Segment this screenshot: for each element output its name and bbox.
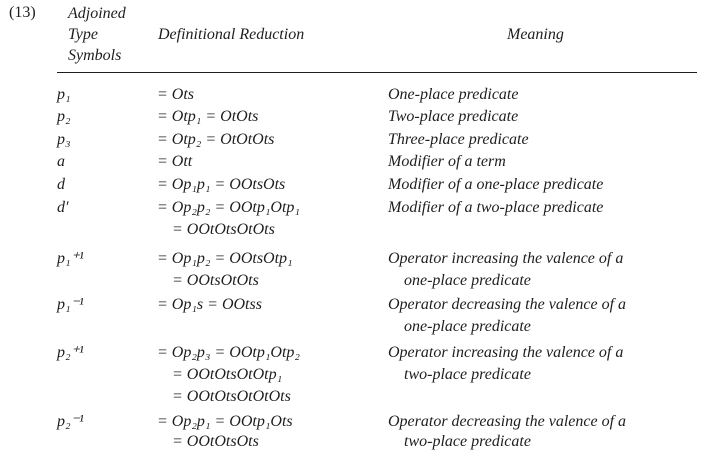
- meaning-p2-plus1-line-2: two-place predicate: [404, 366, 531, 383]
- meaning-p2-minus1-line-1: Operator decreasing the valence of a: [388, 413, 627, 430]
- reduction-p1: = Ots: [157, 86, 195, 103]
- symbol-d: d: [57, 176, 65, 193]
- reduction-p2-minus1-line-1: = Op₂p₁ = OOtp₁Ots: [157, 413, 293, 430]
- reduction-p1-plus1-line-2: = OOtsOtOts: [172, 272, 259, 289]
- reduction-d-prime-line-2: = OOtOtsOtOts: [172, 221, 275, 238]
- symbol-p3: p₃: [57, 131, 71, 148]
- reduction-a: = Ott: [157, 153, 193, 170]
- meaning-p1: One-place predicate: [388, 86, 519, 103]
- symbol-p1-plus1: p₁⁺¹: [57, 250, 84, 267]
- header-rule: [57, 72, 697, 73]
- meaning-d-prime: Modifier of a two-place predicate: [388, 199, 604, 216]
- meaning-d: Modifier of a one-place predicate: [388, 176, 604, 193]
- symbol-p1-minus1: p₁⁻¹: [57, 296, 84, 313]
- reduction-d-prime-line-1: = Op₂p₂ = OOtp₁Otp₁: [157, 199, 300, 216]
- example-number: (13): [9, 4, 36, 21]
- reduction-p3: = Otp₂ = OtOtOts: [157, 131, 275, 148]
- reduction-p1-plus1-line-1: = Op₁p₂ = OOtsOtp₁: [157, 250, 293, 267]
- header-meaning: Meaning: [507, 26, 564, 43]
- symbol-d-prime: d′: [57, 199, 69, 216]
- header-symbols-line-3: Symbols: [68, 47, 122, 64]
- symbol-p2: p₂: [57, 108, 71, 125]
- symbol-a: a: [57, 153, 65, 170]
- meaning-p1-plus1-line-2: one-place predicate: [404, 272, 531, 289]
- symbol-p2-minus1: p₂⁻¹: [57, 413, 84, 430]
- meaning-p1-minus1-line-2: one-place predicate: [404, 318, 531, 335]
- meaning-a: Modifier of a term: [388, 153, 506, 170]
- header-symbols-line-1: Adjoined: [68, 5, 126, 22]
- reduction-d: = Op₁p₁ = OOtsOts: [157, 176, 286, 193]
- reduction-p2-plus1-line-1: = Op₂p₃ = OOtp₁Otp₂: [157, 344, 300, 361]
- meaning-p2-minus1-line-2: two-place predicate: [404, 433, 531, 450]
- meaning-p1-plus1-line-1: Operator increasing the valence of a: [388, 250, 624, 267]
- meaning-p2-plus1-line-1: Operator increasing the valence of a: [388, 344, 624, 361]
- reduction-p2-plus1-line-3: = OOtOtsOtOtOts: [172, 388, 291, 405]
- meaning-p3: Three-place predicate: [388, 131, 529, 148]
- meaning-p2: Two-place predicate: [388, 108, 519, 125]
- symbol-p2-plus1: p₂⁺¹: [57, 344, 84, 361]
- reduction-p2-minus1-line-2: = OOtOtsOts: [172, 433, 259, 450]
- reduction-p1-minus1: = Op₁s = OOtss: [157, 296, 262, 313]
- meaning-p1-minus1-line-1: Operator decreasing the valence of a: [388, 296, 627, 313]
- symbol-p1: p₁: [57, 86, 71, 103]
- header-reduction: Definitional Reduction: [158, 26, 305, 43]
- reduction-p2-plus1-line-2: = OOtOtsOtOtp₁: [172, 366, 283, 383]
- header-symbols-line-2: Type: [68, 26, 98, 43]
- reduction-p2: = Otp₁ = OtOts: [157, 108, 259, 125]
